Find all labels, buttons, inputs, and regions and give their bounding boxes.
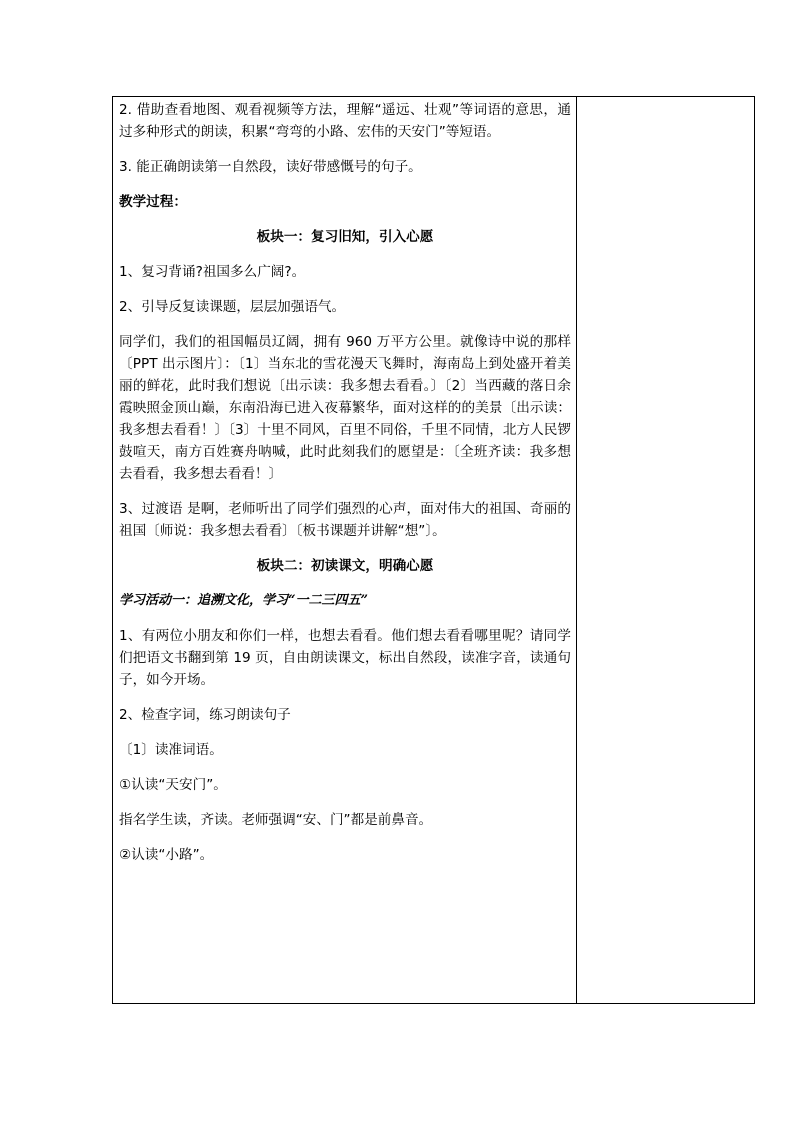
step-1-2: 2、引导反复读课题，层层加强语气。 (119, 299, 346, 315)
lesson-table (112, 96, 755, 1004)
section-2-heading: 板块二：初读课文，明确心愿 (256, 558, 434, 574)
step-2-1: 1、有两位小朋友和你们一样，也想去看看。他们想去看看哪里呢？请同学们把语文书翻到第 19 页，自由朗读课文，标出自然段，读准字音，读通句子，如今开场。 (119, 628, 571, 688)
step-1-3: 3、过渡语 是啊，老师听出了同学们强烈的心声，面对伟大的祖国、奇丽的祖国〔师说：我多想去看看〕〔板书课题并讲解“想”〕。 (119, 501, 571, 539)
step-1-1: 1、复习背诵?祖国多么广阔?。 (119, 264, 306, 280)
step-2-2-1: 〔1〕读准词语。 (119, 742, 223, 758)
objective-2: 2. 借助查看地图、观看视频等方法，理解“遥远、壮观”等词语的意思，通过多种形式的朗读，积累“弯弯的小路、宏伟的天安门”等短语。 (119, 102, 571, 140)
lesson-content-cell (119, 99, 571, 879)
step-1-narrative: 同学们，我们的祖国幅员辽阔，拥有 960 万平方公里。就像诗中说的那样〔PPT 出示图片〕：〔1〕当东北的雪花漫天飞舞时，海南岛上到处盛开着美丽的鲜花，此时我们想说〔出示读：我多想去看看。〕〔2〕当西藏的落日余霞映照金顶山巅，东南沿海已进入夜幕繁华，面对这样的的美景〔出示读：我多想去看看！〕〔3〕十里不同风，百里不同俗，千里不同情，北方人民锣鼓喧天，南方百姓赛舟呐喊，此时此刻我们的愿望是：〔全班齐读：我多想去看看，我多想去看看！〕 (119, 334, 571, 482)
activity-1-heading: 学习活动一：追溯文化，学习“一二三四五” (119, 593, 368, 608)
notes-cell (577, 97, 754, 1003)
process-heading: 教学过程： (119, 194, 187, 210)
word-2: ②认读“小路”。 (119, 847, 214, 863)
objective-3: 3. 能正确朗读第一自然段，读好带感慨号的句子。 (119, 159, 422, 175)
section-1-heading: 板块一：复习旧知，引入心愿 (256, 229, 434, 245)
word-1-note: 指名学生读，齐读。老师强调“安、门”都是前鼻音。 (119, 812, 433, 828)
word-1: ①认读“天安门”。 (119, 777, 227, 793)
step-2-2: 2、检查字词，练习朗读句子 (119, 707, 291, 723)
